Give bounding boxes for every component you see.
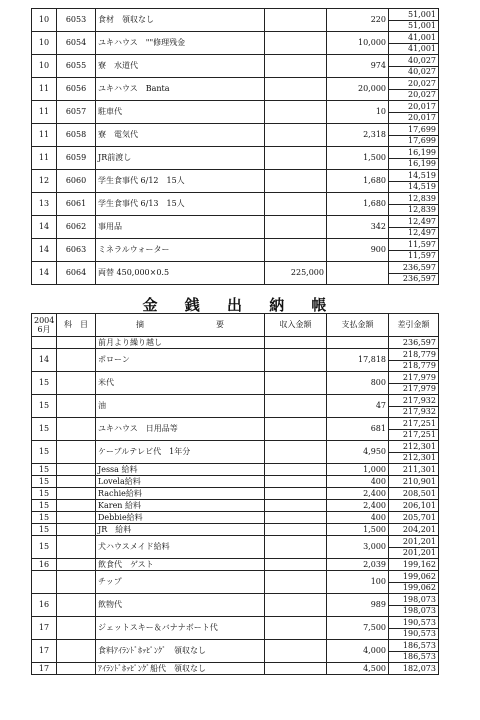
entry-balance: 212,301 bbox=[389, 441, 439, 453]
entry-description: Lovela給料 bbox=[96, 476, 265, 488]
entry-income bbox=[265, 594, 327, 617]
entry-income bbox=[265, 170, 327, 193]
entry-number bbox=[57, 512, 96, 524]
entry-number bbox=[57, 418, 96, 441]
entry-balance: 199,162 bbox=[389, 559, 439, 571]
table-row bbox=[32, 488, 439, 500]
entry-description: 飲食代 ゲスト bbox=[96, 559, 265, 571]
entry-number: 6062 bbox=[57, 216, 96, 239]
entry-balance-carry: 198,073 bbox=[389, 606, 439, 617]
entry-payment: 4,950 bbox=[327, 441, 389, 464]
entry-day: 12 bbox=[32, 170, 57, 193]
entry-payment: 10,000 bbox=[327, 32, 389, 55]
entry-balance: 14,519 bbox=[389, 170, 439, 182]
entry-number: 6063 bbox=[57, 239, 96, 262]
entry-number bbox=[57, 536, 96, 559]
entry-description: 前月より繰り越し bbox=[96, 337, 265, 349]
entry-income bbox=[265, 418, 327, 441]
entry-day: 10 bbox=[32, 55, 57, 78]
entry-balance-carry: 16,199 bbox=[389, 159, 439, 170]
entry-day: 15 bbox=[32, 476, 57, 488]
table-row bbox=[32, 147, 439, 159]
entry-day: 11 bbox=[32, 147, 57, 170]
entry-income bbox=[265, 536, 327, 559]
entry-description: Debbie給料 bbox=[96, 512, 265, 524]
entry-balance-carry: 217,932 bbox=[389, 407, 439, 418]
entry-description: Jessa 給料 bbox=[96, 464, 265, 476]
entry-income bbox=[265, 372, 327, 395]
entry-day bbox=[32, 337, 57, 349]
entry-number bbox=[57, 372, 96, 395]
table-row bbox=[32, 337, 439, 349]
entry-income bbox=[265, 524, 327, 536]
entry-day: 16 bbox=[32, 594, 57, 617]
entry-balance: 20,027 bbox=[389, 78, 439, 90]
header-date-cell bbox=[32, 314, 57, 337]
entry-description: 犬ハウスメイド給料 bbox=[96, 536, 265, 559]
entry-payment: 7,500 bbox=[327, 617, 389, 640]
entry-description: 米代 bbox=[96, 372, 265, 395]
entry-number bbox=[57, 337, 96, 349]
table-row bbox=[32, 476, 439, 488]
entry-balance: 20,017 bbox=[389, 101, 439, 113]
entry-payment: 400 bbox=[327, 476, 389, 488]
entry-payment: 10 bbox=[327, 101, 389, 124]
entry-balance: 190,573 bbox=[389, 617, 439, 629]
entry-description: ポローン bbox=[96, 349, 265, 372]
entry-description: 駐車代 bbox=[96, 101, 265, 124]
table-row bbox=[32, 571, 439, 583]
entry-balance: 236,597 bbox=[389, 337, 439, 349]
entry-day bbox=[32, 571, 57, 594]
entry-description: Rachie給料 bbox=[96, 488, 265, 500]
entry-payment: 220 bbox=[327, 9, 389, 32]
entry-day: 15 bbox=[32, 488, 57, 500]
entry-payment: 20,000 bbox=[327, 78, 389, 101]
entry-balance-carry: 190,573 bbox=[389, 629, 439, 640]
entry-description: ユキハウス 日用品等 bbox=[96, 418, 265, 441]
entry-number bbox=[57, 395, 96, 418]
entry-number: 6059 bbox=[57, 147, 96, 170]
entry-income bbox=[265, 500, 327, 512]
entry-payment: 100 bbox=[327, 571, 389, 594]
entry-number: 6055 bbox=[57, 55, 96, 78]
entry-payment: 4,000 bbox=[327, 640, 389, 663]
entry-balance-carry: 199,062 bbox=[389, 583, 439, 594]
header-income: 収入金額 bbox=[265, 314, 327, 337]
table-row bbox=[32, 418, 439, 430]
entry-balance-carry: 17,699 bbox=[389, 136, 439, 147]
entry-number bbox=[57, 349, 96, 372]
entry-payment: 2,318 bbox=[327, 124, 389, 147]
entry-balance: 218,779 bbox=[389, 349, 439, 361]
entry-income bbox=[265, 488, 327, 500]
entry-balance: 40,027 bbox=[389, 55, 439, 67]
table-row bbox=[32, 640, 439, 652]
entry-balance: 204,201 bbox=[389, 524, 439, 536]
entry-number bbox=[57, 500, 96, 512]
entry-description: ジェットスキー＆バナナボート代 bbox=[96, 617, 265, 640]
header-account: 科 目 bbox=[57, 314, 96, 337]
table-row bbox=[32, 395, 439, 407]
entry-income bbox=[265, 78, 327, 101]
entry-balance-carry: 218,779 bbox=[389, 361, 439, 372]
entry-day: 10 bbox=[32, 9, 57, 32]
header-month: 6月 bbox=[37, 325, 51, 334]
table-row bbox=[32, 78, 439, 90]
entry-income bbox=[265, 441, 327, 464]
entry-number: 6058 bbox=[57, 124, 96, 147]
entry-day: 15 bbox=[32, 418, 57, 441]
entry-number bbox=[57, 571, 96, 594]
entry-balance-carry: 41,001 bbox=[389, 44, 439, 55]
table-row bbox=[32, 262, 439, 274]
entry-income bbox=[265, 571, 327, 594]
entry-balance: 205,701 bbox=[389, 512, 439, 524]
entry-day: 14 bbox=[32, 262, 57, 285]
entry-description: 食材 領収なし bbox=[96, 9, 265, 32]
entry-income bbox=[265, 337, 327, 349]
table-row bbox=[32, 594, 439, 606]
entry-balance: 16,199 bbox=[389, 147, 439, 159]
header-summary: 摘 要 bbox=[96, 314, 265, 337]
ledger-table-top bbox=[31, 8, 439, 285]
entry-payment: 1,680 bbox=[327, 193, 389, 216]
entry-number bbox=[57, 594, 96, 617]
entry-day: 15 bbox=[32, 395, 57, 418]
table-row bbox=[32, 349, 439, 361]
entry-balance-carry: 186,573 bbox=[389, 652, 439, 663]
entry-income bbox=[265, 239, 327, 262]
entry-number bbox=[57, 617, 96, 640]
entry-day: 15 bbox=[32, 500, 57, 512]
entry-balance-carry: 20,027 bbox=[389, 90, 439, 101]
entry-balance: 41,001 bbox=[389, 32, 439, 44]
table-row bbox=[32, 500, 439, 512]
entry-payment: 1,500 bbox=[327, 147, 389, 170]
entry-day: 15 bbox=[32, 441, 57, 464]
entry-balance: 206,101 bbox=[389, 500, 439, 512]
entry-number bbox=[57, 640, 96, 663]
entry-number bbox=[57, 441, 96, 464]
entry-income bbox=[265, 464, 327, 476]
entry-description: ｱｲﾗﾝﾄﾞﾎｯﾋﾟﾝｸﾞ船代 領収なし bbox=[96, 663, 265, 675]
entry-income bbox=[265, 55, 327, 78]
entry-number bbox=[57, 488, 96, 500]
entry-payment: 900 bbox=[327, 239, 389, 262]
entry-description: 油 bbox=[96, 395, 265, 418]
entry-number bbox=[57, 524, 96, 536]
table-row bbox=[32, 663, 439, 675]
entry-income bbox=[265, 512, 327, 524]
table-row bbox=[32, 617, 439, 629]
entry-description: ミネラルウォーター bbox=[96, 239, 265, 262]
table-row bbox=[32, 101, 439, 113]
entry-day: 15 bbox=[32, 524, 57, 536]
entry-day: 14 bbox=[32, 216, 57, 239]
entry-number bbox=[57, 464, 96, 476]
entry-number: 6061 bbox=[57, 193, 96, 216]
entry-income: 225,000 bbox=[265, 262, 327, 285]
entry-day: 15 bbox=[32, 464, 57, 476]
entry-balance-carry: 51,001 bbox=[389, 21, 439, 32]
entry-number: 6053 bbox=[57, 9, 96, 32]
entry-balance: 186,573 bbox=[389, 640, 439, 652]
entry-day: 16 bbox=[32, 559, 57, 571]
table-row bbox=[32, 124, 439, 136]
entry-balance: 17,699 bbox=[389, 124, 439, 136]
entry-description: ユキハウス ""修理残金 bbox=[96, 32, 265, 55]
entry-balance: 198,073 bbox=[389, 594, 439, 606]
header-balance: 差引金額 bbox=[389, 314, 439, 337]
entry-payment: 3,000 bbox=[327, 536, 389, 559]
table-row bbox=[32, 170, 439, 182]
ledger-title: 金 銭 出 納 帳 bbox=[142, 296, 338, 314]
entry-number: 6057 bbox=[57, 101, 96, 124]
entry-payment: 1,680 bbox=[327, 170, 389, 193]
entry-description: 食料ｱｲﾗﾝﾄﾞﾎｯﾋﾟﾝｸﾞ 領収なし bbox=[96, 640, 265, 663]
entry-balance-carry: 12,839 bbox=[389, 205, 439, 216]
entry-number: 6054 bbox=[57, 32, 96, 55]
entry-description: 学生食事代 6/12 15人 bbox=[96, 170, 265, 193]
entry-balance-carry: 212,301 bbox=[389, 453, 439, 464]
entry-income bbox=[265, 395, 327, 418]
entry-income bbox=[265, 147, 327, 170]
entry-income bbox=[265, 617, 327, 640]
table-row bbox=[32, 55, 439, 67]
entry-description: 事用品 bbox=[96, 216, 265, 239]
entry-payment: 989 bbox=[327, 594, 389, 617]
entry-balance: 12,497 bbox=[389, 216, 439, 228]
entry-payment: 800 bbox=[327, 372, 389, 395]
entry-description: 寮 電気代 bbox=[96, 124, 265, 147]
entry-description: 両替 450,000×0.5 bbox=[96, 262, 265, 285]
entry-balance: 210,901 bbox=[389, 476, 439, 488]
entry-income bbox=[265, 559, 327, 571]
entry-payment bbox=[327, 337, 389, 349]
entry-day: 14 bbox=[32, 239, 57, 262]
table-row bbox=[32, 559, 439, 571]
entry-payment: 974 bbox=[327, 55, 389, 78]
entry-balance: 12,839 bbox=[389, 193, 439, 205]
entry-day: 15 bbox=[32, 536, 57, 559]
entry-day: 17 bbox=[32, 640, 57, 663]
table-row bbox=[32, 512, 439, 524]
entry-description: チップ bbox=[96, 571, 265, 594]
entry-payment: 342 bbox=[327, 216, 389, 239]
entry-balance: 199,062 bbox=[389, 571, 439, 583]
entry-number bbox=[57, 476, 96, 488]
entry-payment: 1,500 bbox=[327, 524, 389, 536]
entry-balance: 217,979 bbox=[389, 372, 439, 384]
entry-payment: 400 bbox=[327, 512, 389, 524]
table-row bbox=[32, 536, 439, 548]
entry-day: 11 bbox=[32, 101, 57, 124]
entry-income bbox=[265, 32, 327, 55]
entry-day: 15 bbox=[32, 372, 57, 395]
table-row bbox=[32, 9, 439, 21]
entry-balance-carry: 217,979 bbox=[389, 384, 439, 395]
entry-balance: 208,501 bbox=[389, 488, 439, 500]
entry-income bbox=[265, 101, 327, 124]
entry-payment: 1,000 bbox=[327, 464, 389, 476]
entry-payment: 17,818 bbox=[327, 349, 389, 372]
entry-day: 13 bbox=[32, 193, 57, 216]
entry-day: 11 bbox=[32, 124, 57, 147]
entry-income bbox=[265, 663, 327, 675]
table-row bbox=[32, 441, 439, 453]
entry-balance-carry: 20,017 bbox=[389, 113, 439, 124]
table-row bbox=[32, 32, 439, 44]
entry-balance: 211,301 bbox=[389, 464, 439, 476]
entry-description: ユキハウス Banta bbox=[96, 78, 265, 101]
entry-number bbox=[57, 663, 96, 675]
entry-description: 飲物代 bbox=[96, 594, 265, 617]
entry-description: JR 給料 bbox=[96, 524, 265, 536]
entry-income bbox=[265, 349, 327, 372]
entry-description: 寮 水道代 bbox=[96, 55, 265, 78]
entry-description: JR前渡し bbox=[96, 147, 265, 170]
table-row bbox=[32, 216, 439, 228]
table-row bbox=[32, 239, 439, 251]
entry-day: 10 bbox=[32, 32, 57, 55]
entry-number bbox=[57, 559, 96, 571]
entry-day: 11 bbox=[32, 78, 57, 101]
entry-balance-carry: 217,251 bbox=[389, 430, 439, 441]
entry-payment: 2,400 bbox=[327, 488, 389, 500]
entry-day: 17 bbox=[32, 663, 57, 675]
entry-payment: 2,039 bbox=[327, 559, 389, 571]
entry-income bbox=[265, 9, 327, 32]
entry-income bbox=[265, 476, 327, 488]
entry-balance: 217,251 bbox=[389, 418, 439, 430]
entry-payment bbox=[327, 262, 389, 285]
table-row bbox=[32, 193, 439, 205]
header-row bbox=[32, 314, 439, 337]
entry-description: ケーブルテレビ代 1年分 bbox=[96, 441, 265, 464]
entry-income bbox=[265, 193, 327, 216]
ledger-table-bottom bbox=[31, 313, 439, 675]
entry-description: 学生食事代 6/13 15人 bbox=[96, 193, 265, 216]
entry-balance-carry: 12,497 bbox=[389, 228, 439, 239]
table-row bbox=[32, 464, 439, 476]
entry-income bbox=[265, 640, 327, 663]
entry-balance-carry: 236,597 bbox=[389, 274, 439, 285]
table-row bbox=[32, 372, 439, 384]
table-row bbox=[32, 524, 439, 536]
entry-number: 6064 bbox=[57, 262, 96, 285]
entry-balance-carry: 40,027 bbox=[389, 67, 439, 78]
entry-balance: 11,597 bbox=[389, 239, 439, 251]
entry-payment: 2,400 bbox=[327, 500, 389, 512]
entry-payment: 47 bbox=[327, 395, 389, 418]
entry-payment: 4,500 bbox=[327, 663, 389, 675]
entry-balance: 201,201 bbox=[389, 536, 439, 548]
entry-day: 15 bbox=[32, 512, 57, 524]
entry-balance: 182,073 bbox=[389, 663, 439, 675]
entry-balance-carry: 11,597 bbox=[389, 251, 439, 262]
entry-day: 14 bbox=[32, 349, 57, 372]
entry-payment: 681 bbox=[327, 418, 389, 441]
entry-number: 6060 bbox=[57, 170, 96, 193]
entry-income bbox=[265, 216, 327, 239]
entry-balance-carry: 14,519 bbox=[389, 182, 439, 193]
entry-balance: 217,932 bbox=[389, 395, 439, 407]
header-payment: 支払金額 bbox=[327, 314, 389, 337]
entry-number: 6056 bbox=[57, 78, 96, 101]
entry-balance: 236,597 bbox=[389, 262, 439, 274]
entry-balance-carry: 201,201 bbox=[389, 548, 439, 559]
header-year: 2004 bbox=[34, 316, 55, 325]
entry-day: 17 bbox=[32, 617, 57, 640]
entry-description: Karen 給料 bbox=[96, 500, 265, 512]
entry-income bbox=[265, 124, 327, 147]
entry-balance: 51,001 bbox=[389, 9, 439, 21]
